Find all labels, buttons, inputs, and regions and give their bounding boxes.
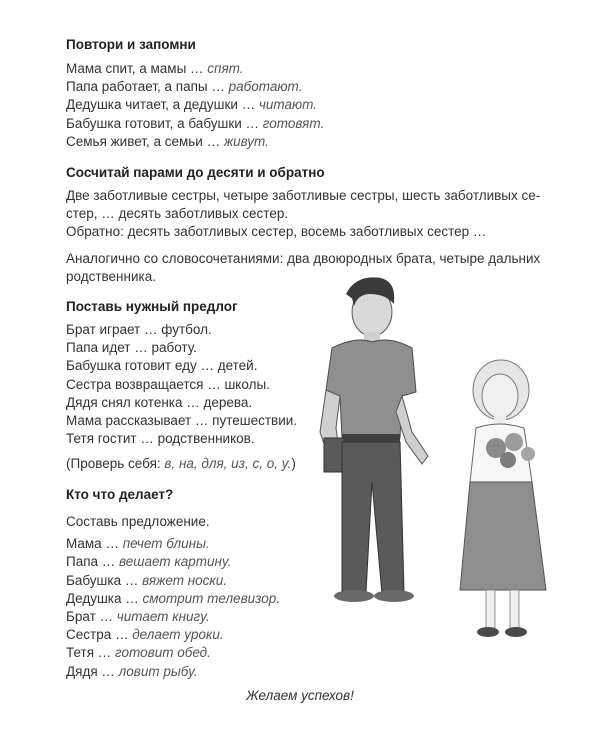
man-figure — [320, 277, 428, 602]
paragraph-line: Две заботливые сестры, четыре заботливые сестры, шесть заботливых се- — [66, 188, 541, 203]
paragraph-line: Обратно: десять заботливых сестер, восемь заботливых сестер … — [66, 224, 487, 240]
section-prepositions — [66, 298, 297, 474]
list-item: Папа работает, а папы … работают. — [66, 79, 303, 95]
list-item: Мама … печет блины. — [66, 536, 210, 552]
list-item: Тетя гостит … родственников. — [66, 431, 255, 447]
list-item: Брат играет … футбол. — [66, 322, 212, 337]
family-illustration — [296, 272, 576, 682]
paragraph-line: родственника. — [66, 268, 156, 284]
list-item: Тетя … готовит обед. — [66, 645, 211, 661]
list-item: Семья живет, а семьи … живут. — [66, 133, 269, 149]
footer-wish: Желаем успехов! — [246, 688, 354, 703]
section-who-does-what — [66, 486, 280, 681]
section-title: Сосчитай парами до десяти и обратно — [66, 165, 325, 180]
list-item: Дядя снял котенка … дерева. — [66, 394, 253, 410]
list-item: Сестра … делает уроки. — [66, 627, 224, 643]
section-title: Повтори и запомни — [66, 37, 196, 52]
list-item: Дедушка читает, а дедушки … читают. — [66, 97, 317, 113]
section-repeat-remember — [66, 36, 324, 151]
list-item: Бабушка готовит, а бабушки … готовят. — [66, 115, 325, 131]
list-item: Брат … читает книгу. — [66, 609, 210, 625]
paragraph-line: Аналогично со словосочетаниями: два двоюродных брата, четыре дальних — [66, 250, 541, 266]
list-item: Мама рассказывает … путешествии. — [66, 413, 298, 429]
section-title: Поставь нужный предлог — [66, 299, 238, 314]
instruction: Составь предложение. — [66, 514, 210, 529]
section-count-pairs — [66, 164, 546, 286]
list-item: Дедушка … смотрит телевизор. — [66, 590, 281, 606]
list-item: Бабушка … вяжет носки. — [66, 572, 228, 588]
girl-figure — [460, 360, 546, 637]
list-item: Сестра возвращается … школы. — [66, 376, 270, 392]
list-item: Мама спит, а мамы … спят. — [66, 61, 244, 76]
list-item: Бабушка готовит еду … детей. — [66, 358, 258, 374]
check-yourself: (Проверь себя: в, на, для, из, с, о, у.) — [66, 456, 296, 472]
list-item: Дядя … ловит рыбу. — [66, 663, 198, 679]
list-item: Папа идет … работу. — [66, 340, 197, 356]
section-title: Кто что делает? — [66, 487, 174, 502]
list-item: Папа … вешает картину. — [66, 554, 232, 570]
paragraph-line: стер, … десять заботливых сестер. — [66, 206, 289, 222]
